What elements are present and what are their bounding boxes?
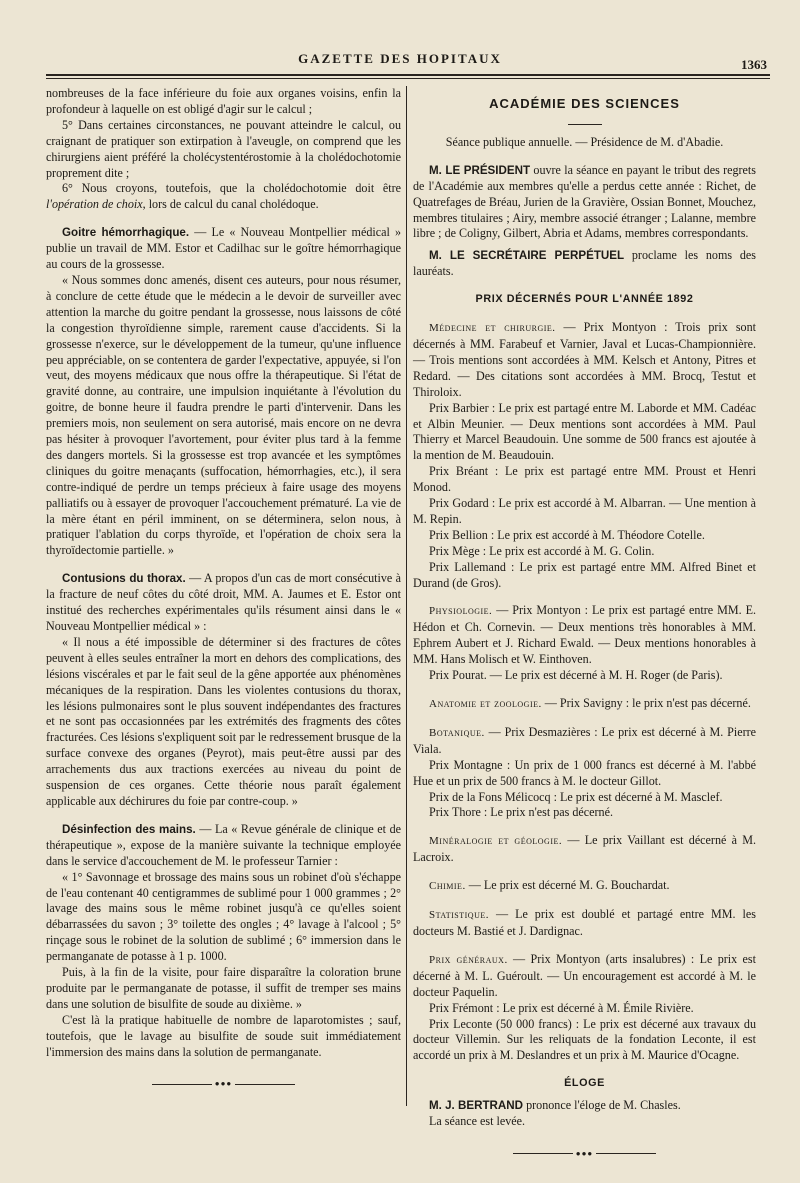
- paragraph: Prix Godard : Le prix est accordé à M. Albarran. — Une mention à M. Repin.: [413, 496, 756, 526]
- paragraph: Prix Bellion : Le prix est accordé à M. Théodore Cotelle.: [429, 527, 705, 542]
- paragraph: Prix Lallemand : Le prix est partagé entre MM. Alfred Binet et Durand (de Gros).: [413, 559, 756, 590]
- paragraph: Puis, à la fin de la visite, pour faire disparaître la coloration brune produite par le permanganate de potasse, il suffit de tremper ses mains dans une solution de bisulfite de soude au dixième. »: [46, 965, 401, 1011]
- end-ornament: ●●●: [46, 1076, 401, 1092]
- title-rule: [568, 124, 602, 125]
- article-heading: Contusions du thorax.: [62, 572, 186, 586]
- paragraph: « Nous sommes donc amenés, disent ces auteurs, pour nous résumer, à conclure de cette étude que le médecin a le devoir de surveiller avec attention la marche du goitre pendant la grossesse, nous laissons de côté la congestion thyroïdienne simple, rarement cause d'accidents. Si la grossesse n'exerce, sur le développement de la tumeur, qu'une influence peu appréciable, on se contentera de garder l'expectative, appuyée, si l'on veut, des moyens médicaux que nous offre la thérapeutique. Si l'état de gravité donne, au contraire, une impulsion inquiétante à l'évolution du goitre, de bonne heure il faudra prendre le parti d'intervenir. Dans les premiers mois, non seulement on sera autorisé, mais encore on ne devra pas hésiter à provoquer l'avortement, pour éviter plus tard à la femme des dangers mortels. Si la grossesse est trop avancée et les symptômes cliniques du goitre menaçants (suffocation, hémorrhagies, etc.), il sera contre-indiqué de perdre un temps précieux à faire usage des moyens palliatifs ou à essayer de provoquer l'accouchement prématuré. La vie de la mère étant en péril imminent, on se déterminera, selon nous, à pratiquer l'ablation du corps thyroïde, et l'opération de choix sera la thyroïdectomie partielle. »: [46, 272, 401, 558]
- paragraph: Prix généraux. — Prix Montyon (arts insalubres) : Le prix est décerné à M. L. Guéroult. — Un encouragement est accordé à M. le docteur Paquelin.: [413, 951, 756, 999]
- article-heading: Goitre hémorrhagique.: [62, 226, 190, 240]
- paragraph: Minéralogie et géologie. — Le prix Vaillant est décerné à M. Lacroix.: [413, 833, 756, 865]
- end-ornament: ●●●: [413, 1146, 756, 1162]
- header-rule: [46, 74, 770, 79]
- paragraph: Statistique. — Le prix est doublé et partagé entre MM. les docteurs M. Bastié et J. Dardignac.: [413, 907, 756, 938]
- paragraph: Prix Montagne : Un prix de 1 000 francs est décerné à M. l'abbé Hue et un prix de 500 francs à M. le docteur Gillot.: [413, 757, 756, 788]
- running-head: GAZETTE DES HOPITAUX: [298, 51, 502, 66]
- paragraph: C'est là la pratique habituelle de nombre de laparotomistes ; sauf, toutefois, que le lavage au bisulfite de soude suit immédiatement l'immersion des mains dans la solution de permanganate.: [46, 1012, 401, 1059]
- session-line: Séance publique annuelle. — Présidence de M. d'Abadie.: [445, 134, 724, 149]
- paragraph: Prix Pourat. — Le prix est décerné à M. H. Roger (de Paris).: [429, 668, 723, 683]
- column-divider: [406, 86, 407, 1106]
- paragraph: Prix de la Fons Mélicocq : Le prix est décerné à M. Masclef.: [429, 789, 723, 804]
- paragraph: Chimie. — Le prix est décerné M. G. Bouchardat.: [429, 878, 670, 893]
- paragraph: Anatomie et zoologie. — Prix Savigny : le prix n'est pas décerné.: [429, 696, 751, 710]
- paragraph: Prix Mège : Le prix est accordé à M. G. Colin.: [429, 543, 655, 558]
- paragraph: Prix Thore : Le prix n'est pas décerné.: [429, 805, 613, 820]
- paragraph: 5° Dans certaines circonstances, ne pouvant atteindre le calcul, ou craignant de pratiquer son extirpation à l'aveugle, on comprend que les chirurgiens aient préféré la cholécystentérostomie à la cholédochotomie proprement dite ;: [46, 117, 401, 180]
- paragraph: « Il nous a été impossible de déterminer si des fractures de côtes peuvent à elles seules entraîner la mort en dehors des complications, des lésions viscérales et par le fait seul de la gêne apportée aux phénomènes mécaniques de la respiration. Dans les violentes contusions du thorax, les lésions pulmonaires sont le plus souvent indépendantes des fractures et ne sont pas occasionnées par les extrémités des fragments des côtes fracturées. Ces lésions s'expliquent soit par le redressement brusque de la surface convexe des organes (Peyrot), mais peut-être aussi par des arrachements dus aux tractions exercées au niveau du point de suspension de ces organes. Cette théorie nous paraît également applicable aux déchirures du foie par contre-coup. »: [46, 634, 401, 808]
- paragraph: « 1° Savonnage et brossage des mains sous un robinet d'où s'échappe de l'eau contenant 40 centigrammes de sublimé pour 1 000 grammes ; 2° lavage des mains sous le même robinet jusqu'à ce qu'elles soient débarrassées du savon ; 3° toilette des ongles ; 4° lavage à l'alcool ; 5° rinçage sous le robinet de la solution de sublimé ; 6° immersion dans le permanganate de potasse à 1 p. 1000.: [46, 869, 401, 964]
- subsection-title: ÉLOGE: [564, 1077, 605, 1090]
- article-heading: Désinfection des mains.: [62, 822, 196, 836]
- article-goitre: Goitre hémorrhagique. — Le « Nouveau Montpellier médical » publie un travail de MM. Estor et Cadilhac sur le goître hémorrhagique au cours de la grossesse.: [46, 225, 401, 272]
- paragraph: Médecine et chirurgie. — Prix Montyon : Trois prix sont décernés à MM. Farabeuf et Varnier, Javal et Lucas-Championnière. — Trois mentions sont accordées à MM. Kelsch et Antony, Pitres et Redard. — Des citations sont accordées à MM. Brocq, Testut et Thiroloix.: [413, 320, 756, 399]
- paragraph: Prix Barbier : Le prix est partagé entre M. Laborde et MM. Cadéac et Albin Meunier. — Deux mentions sont accordées à MM. Paul Thierry et Marcel Beaudouin. Une somme de 500 francs est ajoutée à la mention de M. Beaudouin.: [413, 400, 756, 463]
- paragraph: Botanique. — Prix Desmazières : Le prix est décerné à M. Pierre Viala.: [413, 724, 756, 756]
- paragraph: M. LE SECRÉTAIRE PERPÉTUEL proclame les noms des lauréats.: [413, 248, 756, 279]
- article-mains: Désinfection des mains. — La « Revue générale de clinique et de thérapeutique », expose de la manière suivante la technique employée dans le service d'accouchement de M. le professeur Tarnier :: [46, 821, 401, 868]
- section-title: ACADÉMIE DES SCIENCES: [489, 96, 680, 111]
- subsection-title: PRIX DÉCERNÉS POUR L'ANNÉE 1892: [475, 293, 694, 306]
- paragraph: M. LE PRÉSIDENT ouvre la séance en payant le tribut des regrets de l'Académie aux membres qu'elle a perdus cette année : Richet, de Quatrefages de Bréau, Jurien de la Gravière, Ossian Bonnet, Mouchez, membres titulaires ; Airy, membre associé étranger ; Lalanne, membre libre ; de Coligny, Gilbert, Abria et Adams, membres correspondants.: [413, 162, 756, 241]
- paragraph: Prix Frémont : Le prix est décerné à M. Émile Rivière.: [429, 1000, 694, 1015]
- page-number: 1363: [741, 57, 767, 72]
- paragraph: nombreuses de la face inférieure du foie aux organes voisins, enfin la profondeur à laquelle on est obligé d'agir sur le calcul ;: [46, 86, 401, 116]
- right-column: [413, 86, 756, 1162]
- paragraph: Prix Bréant : Le prix est partagé entre MM. Proust et Henri Monod.: [413, 464, 756, 495]
- paragraph: Physiologie. — Prix Montyon : Le prix est partagé entre MM. E. Hédon et Ch. Cornevin. — Deux mentions très honorables à MM. Ephrem Aubert et J. Richard Ewald. — Deux mentions honorables à MM. Hans Molisch et W. Einthoven.: [413, 603, 756, 667]
- paragraph: M. J. BERTRAND prononce l'éloge de M. Chasles.: [429, 1098, 681, 1113]
- paragraph: La séance est levée.: [429, 1114, 526, 1129]
- left-column: [46, 86, 401, 1092]
- paragraph: 6° Nous croyons, toutefois, que la cholédochotomie doit être l'opération de choix, lors de calcul du canal cholédoque.: [46, 181, 401, 212]
- paragraph: Prix Leconte (50 000 francs) : Le prix est décerné aux travaux du docteur Villemin. Sur les reliquats de la fondation Leconte, il est accordé un prix à M. Deslandres et un prix à M. Maurice d'Ocagne.: [413, 1016, 756, 1063]
- article-thorax: Contusions du thorax. — A propos d'un cas de mort consécutive à la fracture de neuf côtes du côté droit, MM. A. Jaumes et E. Estor ont institué des recherches expérimentales qu'ils résument ainsi dans le « Nouveau Montpellier médical » :: [46, 571, 401, 633]
